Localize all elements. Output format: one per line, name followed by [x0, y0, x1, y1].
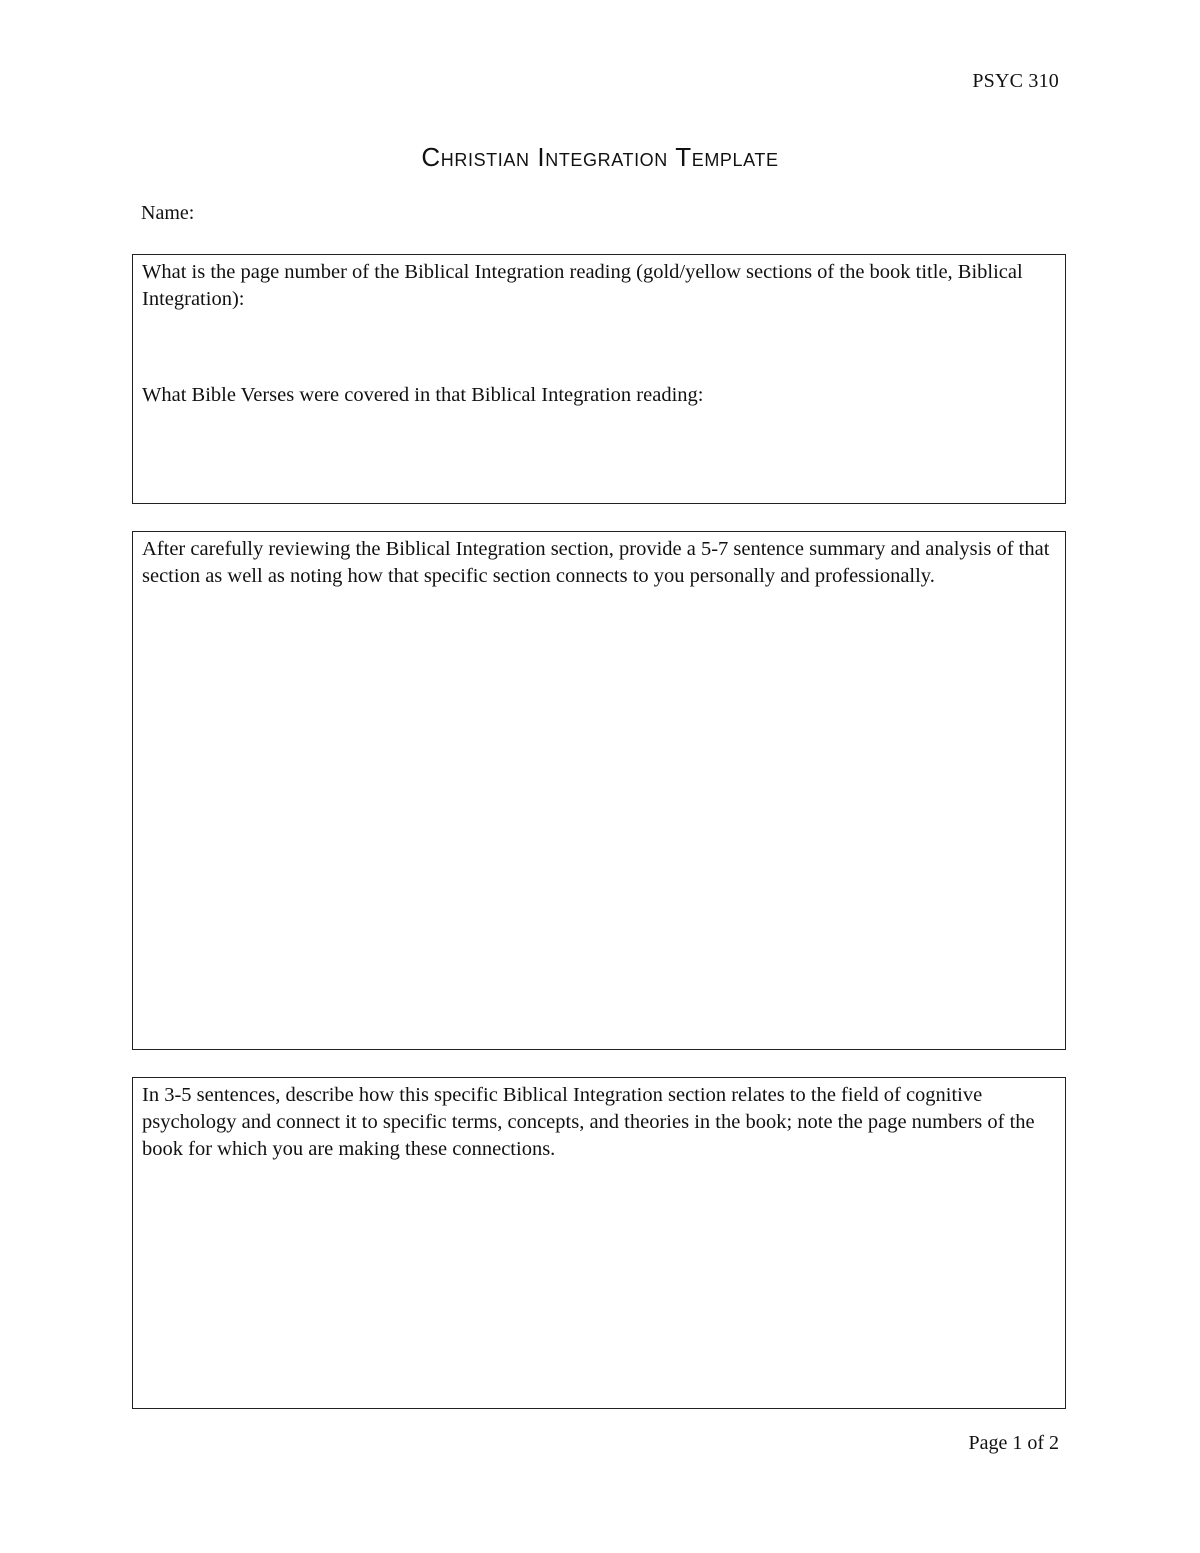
- reading-info-box[interactable]: [132, 254, 1066, 504]
- course-code: PSYC 310: [972, 70, 1059, 92]
- page-number: Page 1 of 2: [968, 1432, 1059, 1454]
- name-label: Name:: [141, 202, 195, 224]
- cognitive-psychology-box[interactable]: [132, 1077, 1066, 1409]
- cognitive-psychology-question: In 3-5 sentences, describe how this specific Biblical Integration section relates to the field of cognitive psychology and connect it to specific terms, concepts, and theories in the book; note the page numbers of the book for which you are making these connections.: [142, 1084, 1035, 1160]
- page-title: Christian Integration Template: [421, 142, 779, 172]
- bible-verses-question: What Bible Verses were covered in that Biblical Integration reading:: [142, 384, 704, 406]
- page-number-question: What is the page number of the Biblical Integration reading (gold/yellow sections of the book title, Biblical Integration):: [142, 261, 1023, 310]
- summary-analysis-question: After carefully reviewing the Biblical Integration section, provide a 5-7 sentence summary and analysis of that section as well as noting how that specific section connects to you personally and professionally.: [142, 538, 1050, 587]
- summary-analysis-box[interactable]: [132, 531, 1066, 1050]
